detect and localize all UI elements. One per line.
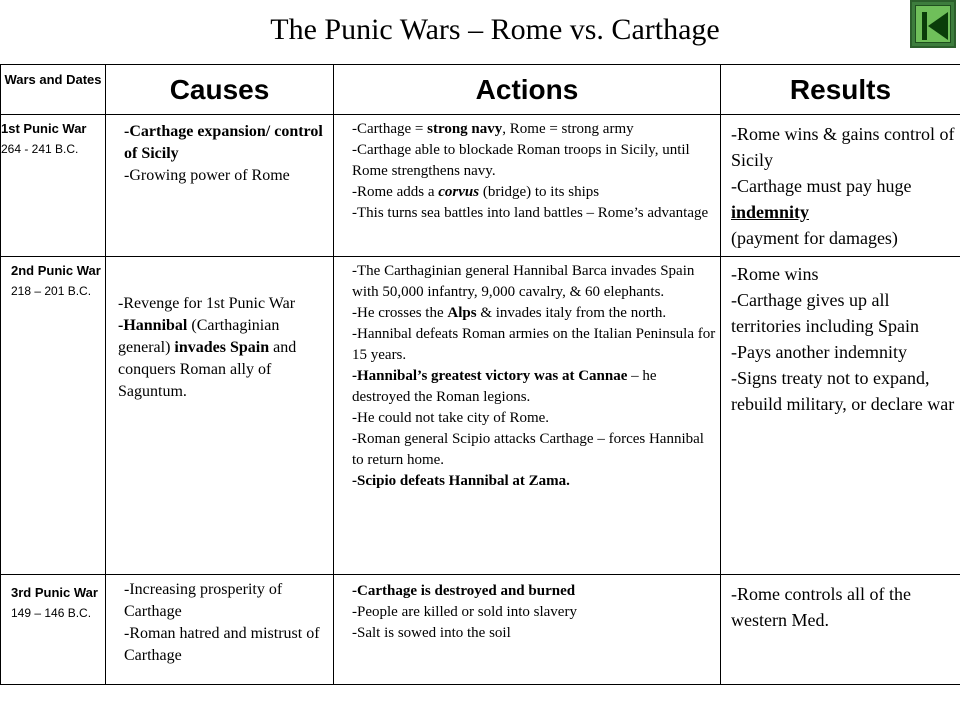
causes-cell xyxy=(106,115,334,257)
actions-cell xyxy=(334,115,721,257)
result-item: -Pays another indemnity xyxy=(731,342,907,362)
result-item: -Carthage must pay huge indemnity xyxy=(731,176,912,222)
action-item: -Hannibal defeats Roman armies on the Italian Peninsula for 15 years. xyxy=(352,326,716,363)
cause-item: -Growing power of Rome xyxy=(124,167,290,184)
action-item: -Salt is sowed into the soil xyxy=(352,625,511,641)
action-item: -He crosses the Alps & invades italy from the north. xyxy=(352,305,667,321)
war-dates: 264 - 241 B.C. xyxy=(1,142,79,156)
header-results: Results xyxy=(721,65,960,115)
action-item: -Carthage is destroyed and burned xyxy=(352,583,576,599)
result-item: -Carthage gives up all territories including Spain xyxy=(731,290,919,336)
actions-cell xyxy=(334,575,721,685)
result-item: -Signs treaty not to expand, rebuild military, or declare war xyxy=(731,368,955,414)
war-cell xyxy=(1,575,106,685)
action-item: -Hannibal’s greatest victory was at Cannae – he destroyed the Roman legions. xyxy=(352,368,657,405)
page-title: The Punic Wars – Rome vs. Carthage xyxy=(270,13,720,46)
result-item: -Rome controls all of the western Med. xyxy=(731,584,911,630)
action-item: -Roman general Scipio attacks Carthage – forces Hannibal to return home. xyxy=(352,431,704,468)
result-item: (payment for damages) xyxy=(731,228,898,248)
causes-cell xyxy=(106,257,334,575)
action-item: -Rome adds a corvus (bridge) to its ships xyxy=(352,184,600,200)
table-row xyxy=(1,115,960,257)
war-cell xyxy=(1,115,106,257)
results-cell xyxy=(721,257,960,575)
skip-to-start-icon xyxy=(912,2,958,50)
action-item: -People are killed or sold into slavery xyxy=(352,604,577,620)
cause-item: -Increasing prosperity of Carthage xyxy=(124,581,283,620)
header-causes: Causes xyxy=(106,65,334,115)
action-item: -Carthage = strong navy, Rome = strong army xyxy=(352,121,634,137)
results-cell xyxy=(721,115,960,257)
action-item: -He could not take city of Rome. xyxy=(352,410,550,426)
results-cell xyxy=(721,575,960,685)
header-wars-dates: Wars and Dates xyxy=(1,65,106,115)
war-name: 1st Punic War xyxy=(1,121,87,136)
cause-item: -Roman hatred and mistrust of Carthage xyxy=(124,625,320,664)
header-row xyxy=(1,65,960,115)
causes-cell xyxy=(106,575,334,685)
skip-to-start-button[interactable] xyxy=(910,0,956,48)
table-row xyxy=(1,575,960,685)
action-item: -The Carthaginian general Hannibal Barca invades Spain with 50,000 infantry, 9,000 cavalry, & 60 elephants. xyxy=(352,263,695,300)
war-name: 2nd Punic War xyxy=(11,263,101,278)
result-item: -Rome wins & gains control of Sicily xyxy=(731,124,955,170)
war-dates: 218 – 201 B.C. xyxy=(11,284,92,298)
action-item: -Carthage able to blockade Roman troops in Sicily, until Rome strengthens navy. xyxy=(352,142,690,179)
actions-cell xyxy=(334,257,721,575)
punic-wars-table xyxy=(0,64,960,685)
result-item: -Rome wins xyxy=(731,264,819,284)
war-cell xyxy=(1,257,106,575)
header-actions: Actions xyxy=(334,65,721,115)
war-dates: 149 – 146 B.C. xyxy=(11,606,92,620)
war-name: 3rd Punic War xyxy=(11,585,98,600)
action-item: -This turns sea battles into land battles – Rome’s advantage xyxy=(352,205,709,221)
action-item: -Scipio defeats Hannibal at Zama. xyxy=(352,473,570,489)
cause-item: -Hannibal (Carthaginian general) invades Spain and conquers Roman ally of Saguntum. xyxy=(118,317,297,400)
cause-item: -Revenge for 1st Punic War xyxy=(118,295,296,312)
cause-item: -Carthage expansion/ control of Sicily xyxy=(124,123,323,162)
table-row xyxy=(1,257,960,575)
